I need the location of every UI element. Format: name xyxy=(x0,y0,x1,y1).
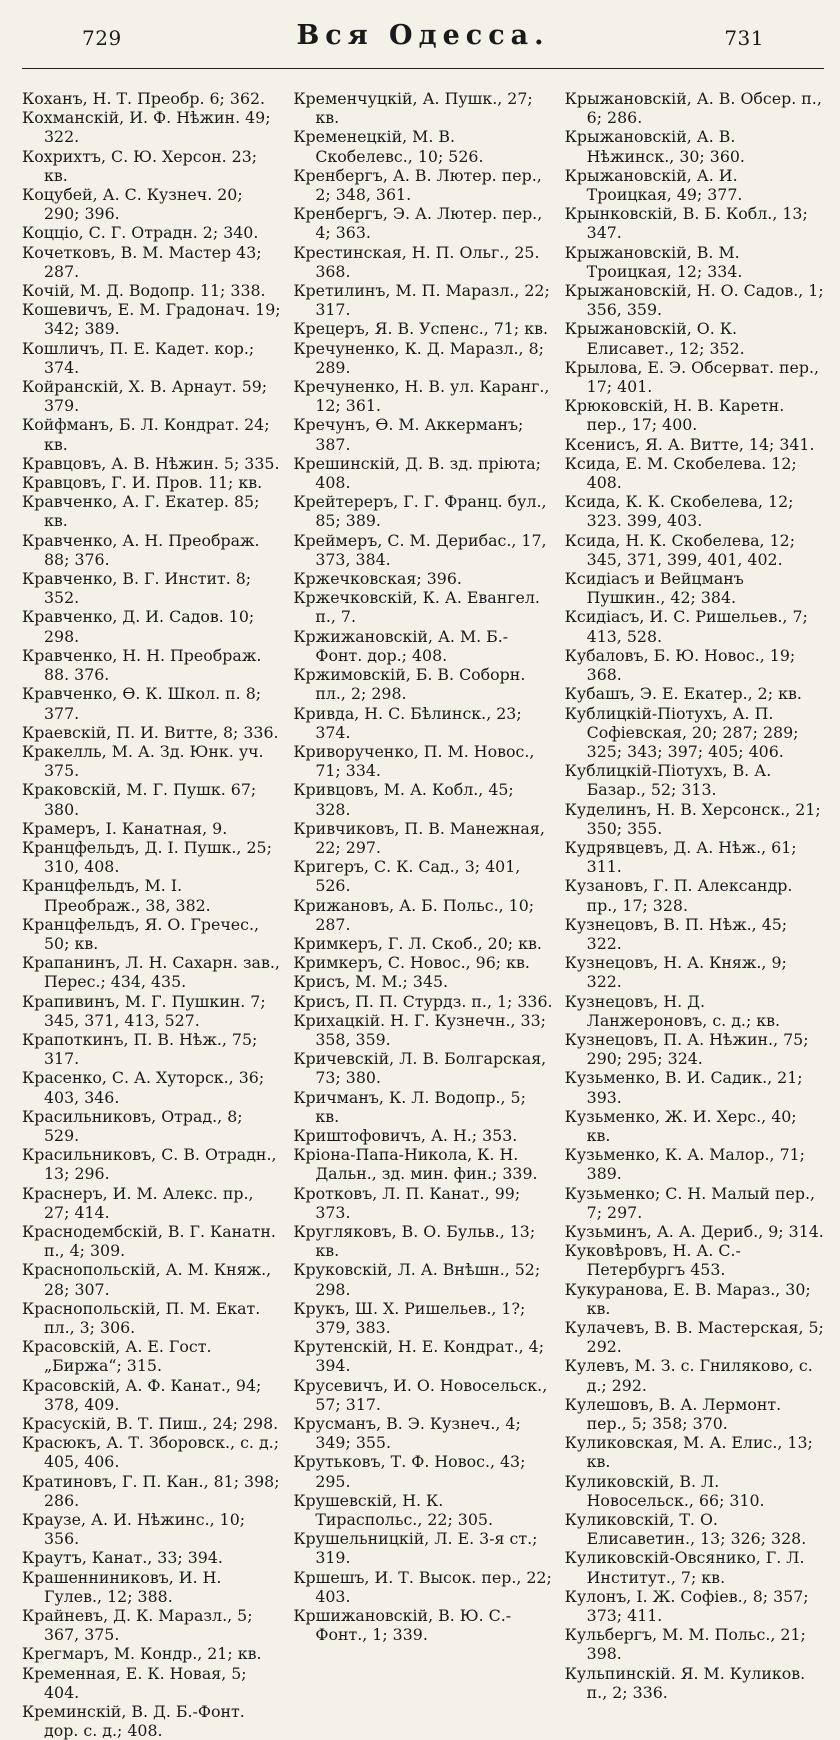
directory-entry: Кузьменко, В. И. Садик., 21; 393. xyxy=(564,1068,808,1107)
directory-entry: Кржимовскій, Б. В. Соборн. пл., 2; 298. xyxy=(293,665,531,704)
directory-entry: Крамеръ, І. Канатная, 9. xyxy=(22,818,228,838)
directory-entry: Крестинская, Н. П. Ольг., 25. 368. xyxy=(293,242,545,281)
column-2 xyxy=(293,89,557,1740)
page-title: Вся Одесса. xyxy=(296,20,550,51)
directory-entry: Крыжановскій, А. В. Обсер. п., 6; 286. xyxy=(564,89,827,128)
directory-entry: Кримкеръ, С. Новос., 96; кв. xyxy=(293,953,530,973)
directory-entry: Кренбергъ, Э. А. Лютер. пер., 4; 363. xyxy=(293,204,548,243)
directory-entry: Кравченко, Н. Н. Преображ. 88. 376. xyxy=(22,645,267,685)
directory-entry: Кравченко, Ѳ. К. Школ. п. 8; 377. xyxy=(22,684,267,723)
directory-entry: Кубаловъ, Б. Ю. Новос., 19; 368. xyxy=(564,645,801,685)
directory-entry: Кукуранова, Е. В. Мараз., 30; кв. xyxy=(564,1279,816,1318)
directory-entry: Кранцфельдъ, Я. О. Гречес., 50; кв. xyxy=(22,914,265,953)
directory-entry: Кулешовъ, В. А. Лермонт. пер., 5; 358; 370. xyxy=(564,1394,787,1434)
directory-entry: Крыжановскій, Н. О. Садов., 1; 356, 359. xyxy=(564,281,829,320)
directory-entry: Краснеръ, И. М. Алекс. пр., 27; 414. xyxy=(22,1183,259,1222)
directory-entry: Краснопольскій, П. М. Екат. пл., 3; 306. xyxy=(22,1298,266,1337)
directory-entry: Кригеръ, С. К. Сад., 3; 401, 526. xyxy=(293,857,526,896)
directory-entry: Круковскій, Л. А. Внѣшн., 52; 298. xyxy=(293,1260,546,1299)
page-header xyxy=(22,18,824,69)
directory-entry: Ксида, К. К. Скобелева, 12; 323. 399, 403. xyxy=(564,492,799,531)
directory-entry: Койфманъ, Б. Л. Кондрат. 24; кв. xyxy=(22,415,275,454)
directory-entry: Кранцфельдъ, Д. І. Пушк., 25; 310, 408. xyxy=(22,837,277,877)
directory-entry: Кримкеръ, Г. Л. Скоб., 20; кв. xyxy=(293,933,542,953)
directory-entry: Кубашъ, Э. Е. Екатер., 2; кв. xyxy=(564,684,802,704)
directory-entry: Красюкъ, А. Т. Зборовск., с. д.; 405, 406. xyxy=(22,1433,285,1472)
directory-entry: Красовскій, А. Е. Гост. „Биржа“; 315. xyxy=(22,1337,217,1376)
directory-entry: Куликовскій-Овсянико, Г. Л. Институт., 7; кв. xyxy=(564,1548,810,1587)
directory-entry: Кублицкій-Піотухъ, В. А. Базар., 52; 313. xyxy=(564,761,777,800)
directory-entry: Койранскій, Х. В. Арнаут. 59; 379. xyxy=(22,377,273,416)
directory-entry: Крайневъ, Д. К. Маразл., 5; 367, 375. xyxy=(22,1606,258,1645)
directory-entry: Кричманъ, К. Л. Водопр., 5; кв. xyxy=(293,1087,531,1126)
directory-entry: Кржижановскій, А. М. Б.-Фонт. дор.; 408. xyxy=(293,626,509,665)
directory-entry: Красовскій, А. Ф. Канат., 94; 378, 409. xyxy=(22,1375,267,1414)
directory-entry: Крисъ, М. М.; 345. xyxy=(293,972,449,992)
directory-entry: Кохманскій, И. Ф. Нѣжин. 49; 322. xyxy=(22,108,276,147)
directory-entry: Коцціо, С. Г. Отрадн. 2; 340. xyxy=(22,223,259,243)
directory-entry: Крусманъ, В. Э. Кузнеч., 4; 349; 355. xyxy=(293,1414,526,1453)
directory-entry: Крушельницкій, Л. Е. 3-я ст.; 319. xyxy=(293,1529,543,1568)
directory-entry: Кузьминъ, А. А. Дериб., 9; 314. xyxy=(564,1221,824,1241)
directory-entry: Крыжановскій, В. М. Троицкая, 12; 334. xyxy=(564,242,745,281)
directory-entry: Куковѣровъ, Н. А. С.-Петербургъ 453. xyxy=(564,1241,741,1280)
directory-entry: Кравченко, А. Н. Преображ. 88; 376. xyxy=(22,530,265,569)
directory-entry: Кретилинъ, М. П. Маразл., 22; 317. xyxy=(293,281,555,320)
directory-entry: Кузнецовъ, Н. Д. Ланжероновъ, с. д.; кв. xyxy=(564,991,781,1030)
directory-entry: Кранцфельдъ, М. І. Преображ., 38, 382. xyxy=(22,876,211,915)
directory-entry: Краевскій, П. И. Витте, 8; 336. xyxy=(22,722,279,742)
directory-entry: Кузьменко, К. А. Малор., 71; 389. xyxy=(564,1145,811,1184)
directory-entry: Кржечковская; 396. xyxy=(293,569,462,589)
column-3 xyxy=(564,89,829,1740)
directory-entry: Крыжановскій, А. В. Нѣжинск., 30; 360. xyxy=(564,127,745,166)
directory-entry: Кршешъ, И. Т. Высок. пер., 22; 403. xyxy=(293,1567,557,1606)
directory-entry: Кренбергъ, А. В. Лютер. пер., 2; 348, 361. xyxy=(293,165,547,205)
page-number-right: 731 xyxy=(724,26,764,50)
directory-entry: Кривцовъ, М. А. Кобл., 45; 328. xyxy=(293,780,519,819)
directory-entry: Кріона-Папа-Никола, К. Н. Дальн., зд. мин. фин.; 339. xyxy=(293,1145,538,1184)
directory-entry: Кременная, Е. К. Новая, 5; 404. xyxy=(22,1663,252,1702)
directory-entry: Кравченко, Д. И. Садов. 10; 298. xyxy=(22,607,260,646)
directory-entry: Ксенисъ, Я. А. Витте, 14; 341. xyxy=(564,434,815,454)
directory-entry: Крылова, Е. Э. Обсерват. пер., 17; 401. xyxy=(564,357,825,397)
directory-entry: Крыжановскій, А. И. Троицкая, 49; 377. xyxy=(564,165,743,205)
directory-entry: Крисъ, П. П. Стурдз. п., 1; 336. xyxy=(293,991,553,1011)
directory-entry: Красускій, В. Т. Пиш., 24; 298. xyxy=(22,1414,279,1434)
directory-entry: Крешинскій, Д. В. зд. пріюта; 408. xyxy=(293,453,546,493)
directory-entry: Крецеръ, Я. В. Успенс., 71; кв. xyxy=(293,319,548,339)
directory-entry: Красильниковъ, Отрад., 8; 529. xyxy=(22,1106,248,1145)
directory-entry: Кузнецовъ, В. П. Нѣж., 45; 322. xyxy=(564,914,793,953)
directory-entry: Кульпинскій. Я. М. Куликов. п., 2; 336. xyxy=(564,1663,811,1702)
directory-entry: Кракелль, М. А. Зд. Юнк. уч. 375. xyxy=(22,741,269,781)
directory-entry: Ксидіасъ и Вейцманъ Пушкин., 42; 384. xyxy=(564,569,749,608)
directory-entry: Крапоткинъ, П. В. Нѣж., 75; 317. xyxy=(22,1029,263,1069)
directory-entry: Кречунъ, Ѳ. М. Аккерманъ; 387. xyxy=(293,415,529,454)
directory-entry: Крапивинъ, М. Г. Пушкин. 7; 345, 371, 413, 527. xyxy=(22,991,271,1030)
directory-entry: Крюковскій, Н. В. Каретн. пер., 17; 400. xyxy=(564,396,790,435)
directory-entry: Кульбергъ, М. М. Польс., 21; 398. xyxy=(564,1625,811,1664)
directory-entry: Кратиновъ, Г. П. Кан., 81; 398; 286. xyxy=(22,1471,285,1510)
directory-entry: Куликовская, М. А. Елис., 13; кв. xyxy=(564,1433,818,1472)
directory-entry: Кудрявцевъ, Д. А. Нѣж., 61; 311. xyxy=(564,837,802,877)
directory-entry: Куликовскій, В. Л. Новосельск., 66; 310. xyxy=(564,1471,765,1510)
directory-entry: Кулачевъ, В. В. Мастерская, 5; 292. xyxy=(564,1318,829,1357)
page-number-left: 729 xyxy=(82,26,122,50)
directory-entry: Куделинъ, Н. В. Херсонск., 21; 350; 355. xyxy=(564,799,826,838)
directory-entry: Кравченко, А. Г. Екатер. 85; кв. xyxy=(22,492,265,531)
directory-entry: Кравцовъ, А. В. Нѣжин. 5; 335. xyxy=(22,453,280,473)
directory-entry: Кременецкій, М. В. Скобелевс., 10; 526. xyxy=(293,127,484,166)
directory-entry: Крутенскій, Н. Е. Кондрат., 4; 394. xyxy=(293,1337,550,1376)
directory-entry: Крижановъ, А. Б. Польс., 10; 287. xyxy=(293,895,540,934)
directory-entry: Криштофовичъ, А. Н.; 353. xyxy=(293,1125,518,1145)
directory-entry: Ксида, Н. К. Скобелева, 12; 345, 371, 399, 401, 402. xyxy=(564,530,801,569)
directory-entry: Коцубей, А. С. Кузнеч. 20; 290; 396. xyxy=(22,185,248,224)
directory-entry: Коханъ, Н. Т. Преобр. 6; 362. xyxy=(22,89,266,108)
directory-entry: Ксида, Е. М. Скобелева. 12; 408. xyxy=(564,453,802,493)
directory-entry: Кравченко, В. Г. Инстит. 8; 352. xyxy=(22,569,257,608)
directory-entry: Крушевскій, Н. К. Тираспольс., 22; 305. xyxy=(293,1490,493,1530)
directory-entry: Криворученко, П. М. Новос., 71; 334. xyxy=(293,741,540,781)
directory-entry: Кричевскій, Л. В. Болгарская, 73; 380. xyxy=(293,1049,552,1088)
directory-entry: Кузьменко, Ж. И. Херс., 40; кв. xyxy=(564,1106,802,1145)
directory-entry: Кротковъ, Л. П. Канат., 99; 373. xyxy=(293,1183,526,1222)
directory-columns xyxy=(22,69,829,1740)
directory-entry: Крутьковъ, Т. Ф. Новос., 43; 295. xyxy=(293,1452,531,1491)
directory-entry: Кржечковскій, К. А. Евангел. п., 7. xyxy=(293,588,545,627)
directory-entry: Креминскій, В. Д. Б.-Фонт. дор. с. д.; 408. xyxy=(22,1702,250,1740)
directory-entry: Крейтереръ, Г. Г. Франц. бул., 85; 389. xyxy=(293,492,552,531)
directory-entry: Кузнецовъ, Н. А. Княж., 9; 322. xyxy=(564,953,792,992)
directory-entry: Крынковскій, В. Б. Кобл., 13; 347. xyxy=(564,204,813,243)
directory-entry: Крусевичъ, И. О. Новосельск., 57; 317. xyxy=(293,1375,553,1414)
directory-entry: Кречуненко, Н. В. ул. Каранг., 12; 361. xyxy=(293,377,555,416)
directory-entry: Крашенниниковъ, И. Н. Гулев., 12; 388. xyxy=(22,1567,227,1606)
directory-entry: Креймеръ, С. М. Дерибас., 17, 373, 384. xyxy=(293,530,552,569)
directory-entry: Кравцовъ, Г. И. Пров. 11; кв. xyxy=(22,473,263,493)
directory-entry: Краутъ, Канат., 33; 394. xyxy=(22,1548,223,1568)
directory-entry: Красильниковъ, С. В. Отрадн., 13; 296. xyxy=(22,1145,282,1184)
directory-entry: Кулонъ, І. Ж. Софіев., 8; 357; 373; 411. xyxy=(564,1586,814,1626)
directory-entry: Кругляковъ, В. О. Бульв., 13; кв. xyxy=(293,1221,541,1261)
directory-entry: Кохрихтъ, С. Ю. Херсон. 23; кв. xyxy=(22,146,263,185)
directory-entry: Краснопольскій, А. М. Княж., 28; 307. xyxy=(22,1260,277,1299)
directory-entry: Краснодембскій, В. Г. Канатн. п., 4; 309. xyxy=(22,1221,281,1261)
directory-entry: Крукъ, Ш. Х. Ришельев., 1?; 379, 383. xyxy=(293,1298,531,1337)
directory-entry: Кременчуцкій, А. Пушк., 27; кв. xyxy=(293,89,538,128)
directory-entry: Кочетковъ, В. М. Мастер 43; 287. xyxy=(22,242,267,281)
directory-entry: Крихацкій. Н. Г. Кузнечн., 33; 358, 359. xyxy=(293,1010,552,1049)
directory-entry: Краузе, А. И. Нѣжинс., 10; 356. xyxy=(22,1510,251,1549)
directory-entry: Кречуненко, К. Д. Маразл., 8; 289. xyxy=(293,338,549,377)
directory-entry: Кузановъ, Г. П. Александр. пр., 17; 328. xyxy=(564,876,798,915)
column-1 xyxy=(22,89,286,1740)
directory-entry: Красенко, С. А. Хуторск., 36; 403, 346. xyxy=(22,1068,270,1107)
directory-entry: Кривчиковъ, П. В. Манежная, 22; 297. xyxy=(293,818,550,857)
directory-entry: Крегмаръ, М. Кондр., 21; кв. xyxy=(22,1644,262,1664)
directory-entry: Кошличъ, П. Е. Кадет. кор.; 374. xyxy=(22,338,260,377)
directory-entry: Кршижановскій, В. Ю. С.-Фонт., 1; 339. xyxy=(293,1606,512,1645)
directory-entry: Кочій, М. Д. Водопр. 11; 338. xyxy=(22,281,266,301)
directory-entry: Кузнецовъ, П. А. Нѣжин., 75; 290; 295; 324. xyxy=(564,1029,814,1069)
directory-entry: Куликовскій, Т. О. Елисаветин., 13; 326; 328. xyxy=(564,1510,807,1549)
directory-entry: Кузьменко; С. Н. Малый пер., 7; 297. xyxy=(564,1183,821,1222)
directory-entry: Кошевичъ, Е. М. Градонач. 19; 342; 389. xyxy=(22,300,286,339)
directory-entry: Краковскій, М. Г. Пушк. 67; 380. xyxy=(22,780,262,819)
directory-entry: Кривда, Н. С. Бѣлинск., 23; 374. xyxy=(293,703,527,742)
directory-entry: Кулевъ, М. З. с. Гниляково, с. д.; 292. xyxy=(564,1356,818,1395)
directory-entry: Крапанинъ, Л. Н. Сахарн. зав., Перес.; 434, 435. xyxy=(22,953,285,992)
directory-entry: Крыжановскій, О. К. Елисавет., 12; 352. xyxy=(564,319,745,358)
directory-entry: Кублицкій-Піотухъ, А. П. Софіевская, 20; 287; 289; 325; 343; 397; 405; 406. xyxy=(564,703,804,761)
directory-entry: Ксидіасъ, И. С. Ришельев., 7; 413, 528. xyxy=(564,607,813,646)
